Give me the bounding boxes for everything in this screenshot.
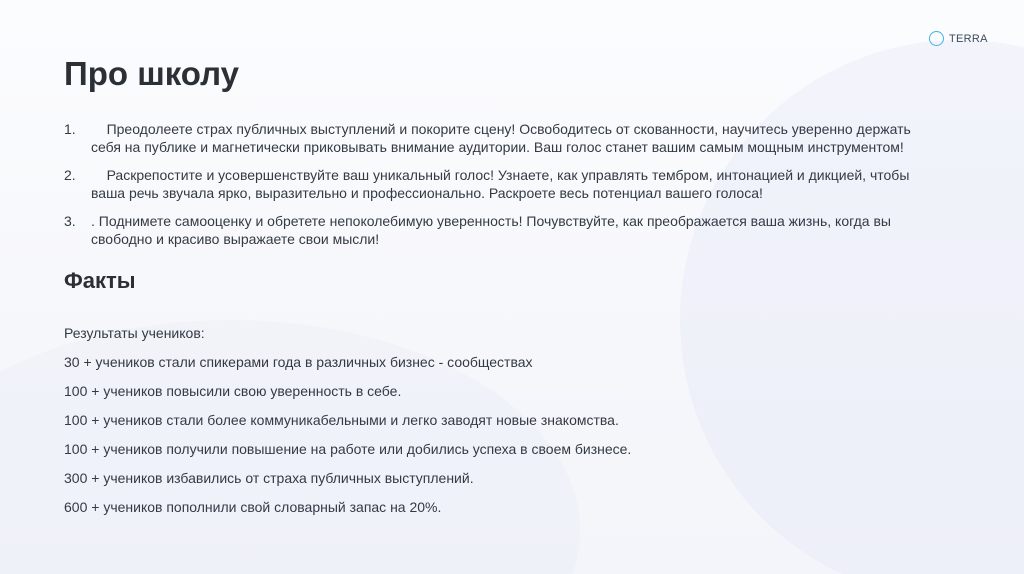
list-item-text: Преодолеете страх публичных выступлений и покорите сцену! Освободитесь от скованности, научитесь уверенно держать себя на публике и магнетически приковывать внимание аудитории. Ваш голос станет вашим самым мощным инструментом!	[91, 121, 915, 155]
logo	[929, 31, 988, 46]
facts-list	[64, 324, 764, 527]
logo-circle-icon	[929, 31, 944, 46]
fact-item: 100 + учеников получили повышение на работе или добились успеха в своем бизнесе.	[64, 441, 632, 457]
fact-item: 100 + учеников повысили свою уверенность в себе.	[64, 383, 402, 399]
facts-intro: Результаты учеников:	[64, 325, 205, 341]
fact-item: 300 + учеников избавились от страха публичных выступлений.	[64, 470, 474, 486]
fact-item: 600 + учеников пополнили свой словарный запас на 20%.	[64, 499, 442, 515]
benefits-list	[64, 120, 914, 258]
list-item-text: . Поднимете самооценку и обретете непоколебимую уверенность! Почувствуйте, как преображается ваша жизнь, когда вы свободно и красиво выражаете свои мысли!	[91, 213, 891, 247]
list-item-text: Раскрепостите и усовершенствуйте ваш уникальный голос! Узнаете, как управлять тембром, интонацией и дикцией, чтобы ваша речь звучала ярко, выразительно и профессионально. Раскроете весь потенциал вашего голоса!	[91, 167, 914, 201]
list-item	[64, 120, 914, 156]
logo-text: TERRA	[949, 32, 988, 45]
list-item-number: 1.	[64, 121, 76, 137]
list-item-number: 2.	[64, 167, 76, 183]
list-item	[64, 212, 914, 248]
list-item	[64, 166, 914, 202]
page-title: Про школу	[64, 55, 240, 92]
fact-item: 30 + учеников стали спикерами года в различных бизнес - сообществах	[64, 354, 533, 370]
list-item-number: 3.	[64, 213, 76, 229]
facts-heading: Факты	[64, 268, 136, 293]
fact-item: 100 + учеников стали более коммуникабельными и легко заводят новые знакомства.	[64, 412, 619, 428]
